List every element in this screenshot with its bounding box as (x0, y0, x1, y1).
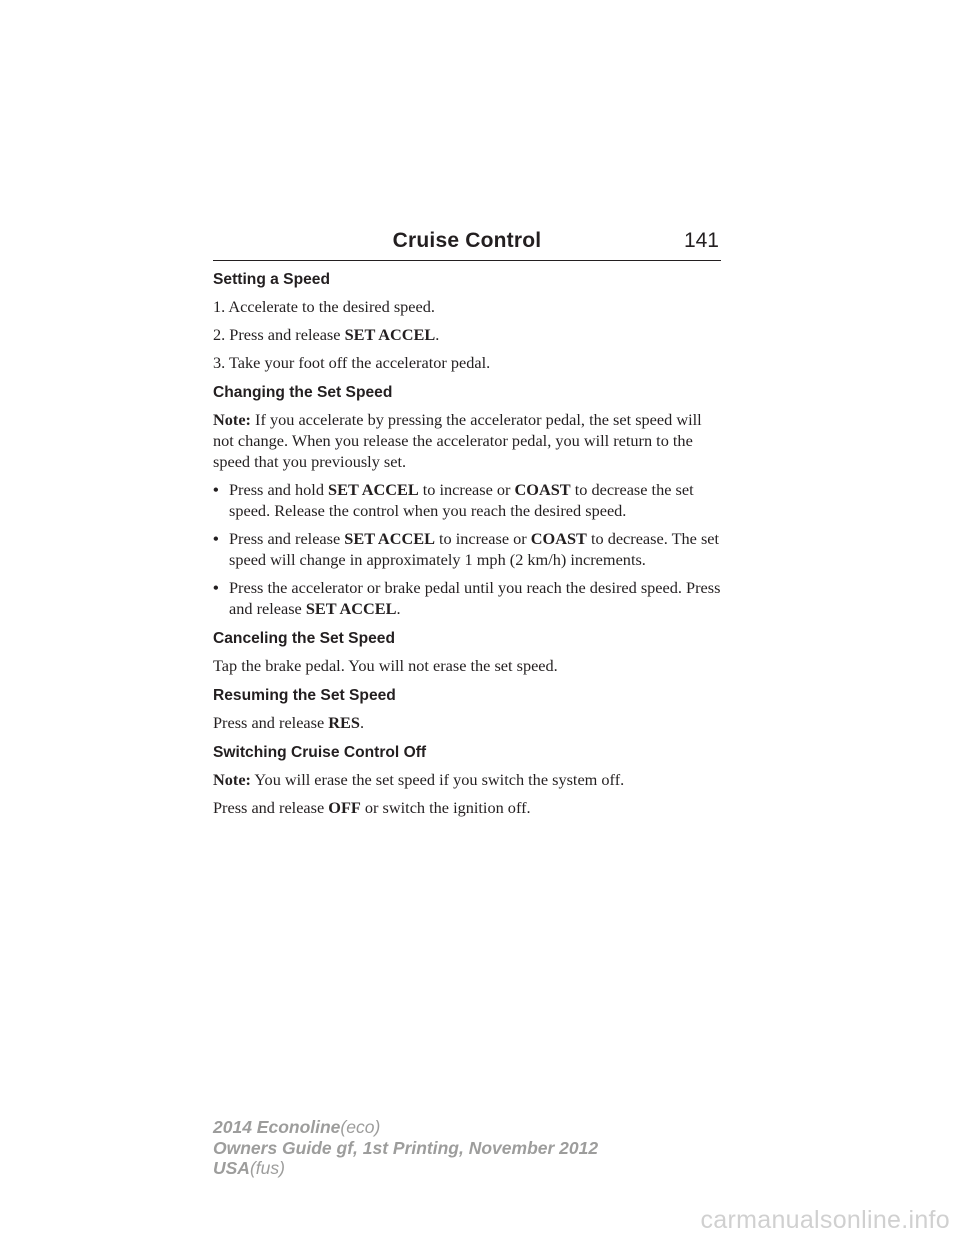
page-footer (213, 1117, 598, 1179)
bullet-icon: • (213, 480, 219, 499)
heading-canceling-speed: Canceling the Set Speed (213, 630, 395, 647)
note-paragraph: Note: If you accelerate by pressing the accelerator pedal, the set speed will not change. When you release the accelerator pedal, you will return to the speed that you previously set. (213, 410, 702, 471)
note-label: Note: (213, 410, 251, 429)
section-canceling-speed (213, 628, 723, 676)
footer-line-1: 2014 Econoline(eco) (213, 1117, 381, 1137)
page-content (213, 269, 723, 825)
step-1: 1. Accelerate to the desired speed. (213, 297, 435, 316)
bullet-list (213, 479, 723, 619)
bullet-icon: • (213, 578, 219, 597)
step-2: 2. Press and release SET ACCEL. (213, 325, 440, 344)
note-paragraph: Note: You will erase the set speed if you switch the system off. (213, 770, 625, 789)
heading-switching-off: Switching Cruise Control Off (213, 744, 427, 761)
section-setting-speed (213, 269, 723, 373)
page-number: 141 (683, 229, 719, 252)
bullet-icon: • (213, 529, 219, 548)
section-changing-speed (213, 382, 723, 619)
off-text: Press and release OFF or switch the ignition off. (213, 798, 531, 817)
canceling-text: Tap the brake pedal. You will not erase the set speed. (213, 656, 558, 675)
footer-line-2: Owners Guide gf, 1st Printing, November 2012 (213, 1137, 599, 1158)
page-header (213, 226, 721, 261)
list-item: • Press the accelerator or brake pedal until you reach the desired speed. Press and release SET ACCEL. (213, 578, 721, 618)
step-3: 3. Take your foot off the accelerator pedal. (213, 353, 491, 372)
list-item: • Press and hold SET ACCEL to increase or COAST to decrease the set speed. Release the control when you reach the desired speed. (213, 480, 694, 520)
list-item: • Press and release SET ACCEL to increase or COAST to decrease. The set speed will change in approximately 1 mph (2 km/h) increments. (213, 529, 720, 569)
note-label: Note: (213, 770, 251, 789)
section-switching-off (213, 742, 723, 818)
watermark: carmanualsonline.info (700, 1206, 950, 1234)
page-title: Cruise Control (392, 229, 542, 252)
control-name: SET ACCEL (344, 325, 436, 344)
footer-line-3: USA(fus) (213, 1158, 285, 1178)
heading-setting-speed: Setting a Speed (213, 271, 330, 288)
heading-resuming-speed: Resuming the Set Speed (213, 687, 396, 704)
heading-changing-speed: Changing the Set Speed (213, 384, 393, 401)
section-resuming-speed (213, 685, 723, 733)
resuming-text: Press and release RES. (213, 713, 365, 732)
